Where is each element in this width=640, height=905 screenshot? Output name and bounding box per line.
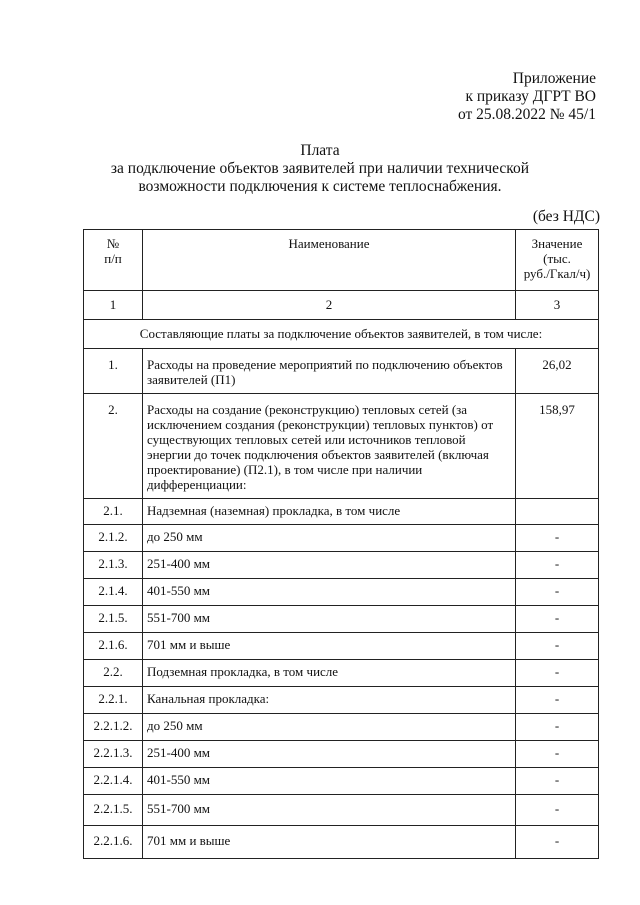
row-name: Подземная прокладка, в том числе bbox=[143, 660, 516, 687]
row-value: 158,97 bbox=[516, 394, 599, 499]
vat-note: (без НДС) bbox=[532, 208, 600, 225]
row-num: 2.2.1.5. bbox=[84, 795, 143, 826]
title-line-3: возможности подключения к системе теплоснабжения. bbox=[138, 178, 502, 195]
table-row bbox=[84, 795, 599, 826]
index-cell-2: 2 bbox=[143, 291, 516, 320]
table-row bbox=[84, 499, 599, 525]
row-name: Надземная (наземная) прокладка, в том числе bbox=[143, 499, 516, 525]
row-name: 401-550 мм bbox=[143, 768, 516, 795]
row-value: - bbox=[516, 633, 599, 660]
row-value: - bbox=[516, 687, 599, 714]
row-num: 2.1.5. bbox=[84, 606, 143, 633]
header-value-cell bbox=[516, 230, 599, 291]
row-num: 2.1.6. bbox=[84, 633, 143, 660]
table-row bbox=[84, 579, 599, 606]
row-name: 701 мм и выше bbox=[143, 826, 516, 859]
row-value: - bbox=[516, 552, 599, 579]
row-name: до 250 мм bbox=[143, 714, 516, 741]
header-value-line1: Значение bbox=[531, 236, 583, 251]
row-num: 2.2.1.4. bbox=[84, 768, 143, 795]
title-line-1: Плата bbox=[300, 142, 340, 159]
header-order: к приказу ДГРТ ВО bbox=[465, 88, 596, 105]
header-num-cell bbox=[84, 230, 143, 291]
header-value-line2: (тыс. bbox=[543, 251, 571, 266]
table-row bbox=[84, 552, 599, 579]
document-header bbox=[458, 70, 596, 124]
row-value: - bbox=[516, 826, 599, 859]
row-value bbox=[516, 499, 599, 525]
table-row bbox=[84, 741, 599, 768]
index-cell-1: 1 bbox=[84, 291, 143, 320]
header-name-cell bbox=[143, 230, 516, 291]
row-num: 2.1. bbox=[84, 499, 143, 525]
document-title bbox=[0, 142, 640, 196]
row-num: 2.2.1. bbox=[84, 687, 143, 714]
row-value: 26,02 bbox=[516, 349, 599, 394]
table-row bbox=[84, 525, 599, 552]
row-name: Канальная прокладка: bbox=[143, 687, 516, 714]
header-num-line2: п/п bbox=[104, 251, 122, 266]
row-value: - bbox=[516, 714, 599, 741]
row-value: - bbox=[516, 768, 599, 795]
row-num: 2.1.2. bbox=[84, 525, 143, 552]
fee-table bbox=[83, 229, 599, 859]
table-row bbox=[84, 768, 599, 795]
header-name: Наименование bbox=[288, 236, 370, 251]
table-body bbox=[84, 349, 599, 859]
row-value: - bbox=[516, 741, 599, 768]
table-row bbox=[84, 714, 599, 741]
row-name: 251-400 мм bbox=[143, 552, 516, 579]
row-num: 1. bbox=[84, 349, 143, 394]
row-value: - bbox=[516, 606, 599, 633]
row-num: 2.1.4. bbox=[84, 579, 143, 606]
row-num: 2.2. bbox=[84, 660, 143, 687]
row-name: Расходы на создание (реконструкцию) тепловых сетей (за исключением создания (реконструкции) тепловых пунктов) от существующих тепловых сетей или источников тепловой энергии до точек подключения объектов заявителей (включая проектирование) (П2.1), в том числе при наличии дифференциации: bbox=[143, 394, 516, 499]
index-cell-3: 3 bbox=[516, 291, 599, 320]
row-name: 551-700 мм bbox=[143, 795, 516, 826]
index-row bbox=[84, 291, 599, 320]
header-date: от 25.08.2022 № 45/1 bbox=[457, 106, 596, 123]
row-name: 701 мм и выше bbox=[143, 633, 516, 660]
header-num-line1: № bbox=[106, 236, 120, 251]
table-row bbox=[84, 606, 599, 633]
table-row bbox=[84, 394, 599, 499]
row-num: 2.2.1.6. bbox=[84, 826, 143, 859]
table-row bbox=[84, 660, 599, 687]
row-name: Расходы на проведение мероприятий по подключению объектов заявителей (П1) bbox=[143, 349, 516, 394]
header-annex: Приложение bbox=[512, 70, 596, 87]
row-name: до 250 мм bbox=[143, 525, 516, 552]
row-name: 401-550 мм bbox=[143, 579, 516, 606]
row-name: 251-400 мм bbox=[143, 741, 516, 768]
row-num: 2. bbox=[84, 394, 143, 499]
title-line-2: за подключение объектов заявителей при наличии технической bbox=[110, 160, 530, 177]
row-num: 2.2.1.3. bbox=[84, 741, 143, 768]
table-row bbox=[84, 826, 599, 859]
row-value: - bbox=[516, 525, 599, 552]
row-value: - bbox=[516, 579, 599, 606]
section-row bbox=[84, 320, 599, 349]
section-title: Составляющие платы за подключение объектов заявителей, в том числе: bbox=[84, 320, 599, 349]
table-row bbox=[84, 633, 599, 660]
table-header-row bbox=[84, 230, 599, 291]
row-name: 551-700 мм bbox=[143, 606, 516, 633]
table-row bbox=[84, 349, 599, 394]
row-num: 2.2.1.2. bbox=[84, 714, 143, 741]
row-value: - bbox=[516, 660, 599, 687]
table-row bbox=[84, 687, 599, 714]
row-num: 2.1.3. bbox=[84, 552, 143, 579]
header-value-line3: руб./Гкал/ч) bbox=[523, 266, 591, 281]
row-value: - bbox=[516, 795, 599, 826]
